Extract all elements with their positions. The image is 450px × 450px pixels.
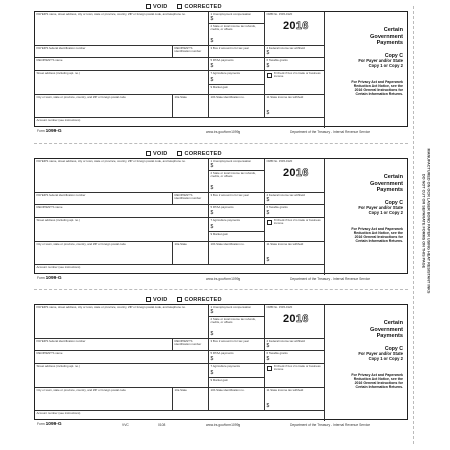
box1-label: 1 Unemployment compensation xyxy=(210,12,252,16)
city-field[interactable] xyxy=(35,95,173,118)
form-grid xyxy=(34,304,408,420)
dollar-sign: $ xyxy=(266,50,270,56)
recipient-tin-field[interactable] xyxy=(173,193,209,205)
tax-year xyxy=(283,20,309,32)
recipient-name-label: RECIPIENT'S name xyxy=(36,351,63,355)
void-checkbox[interactable] xyxy=(146,149,167,158)
street-address-field[interactable] xyxy=(35,71,209,95)
box10a-label: 10a State xyxy=(174,242,187,246)
footer-dept: Department of the Treasury - Internal Revenue Service xyxy=(290,277,371,281)
account-number-field[interactable] xyxy=(35,411,325,421)
year-cell xyxy=(265,159,325,193)
box1-field[interactable] xyxy=(209,159,265,171)
box5-label: 5 RTAA payments xyxy=(210,58,234,62)
title-line-3: Payments xyxy=(376,40,403,47)
recipient-tin-label: RECIPIENT'S identification number xyxy=(174,339,202,347)
box3-label: 3 Box 2 amount is for tax year xyxy=(210,339,249,343)
checkbox-square[interactable] xyxy=(177,151,182,156)
dollar-sign: $ xyxy=(210,370,214,376)
box10b-label: 10b State identification no. xyxy=(210,242,245,246)
box9-label: 9 Market gain xyxy=(210,232,229,236)
footer-form-prefix: Form xyxy=(37,422,45,426)
footer-url: www.irs.gov/form1099g xyxy=(206,277,241,281)
copy-description: For Payer and/or State Copy 1 or Copy 2 xyxy=(358,205,403,215)
payer-tin-label: PAYER'S federal identification number xyxy=(36,46,86,50)
title-line-2: Government xyxy=(370,33,403,40)
form-title-block xyxy=(325,305,409,421)
box6-label: 6 Taxable grants xyxy=(266,205,288,209)
box8-field[interactable] xyxy=(265,218,325,242)
payer-tin-label: PAYER'S federal identification number xyxy=(36,339,86,343)
box4-field[interactable] xyxy=(265,193,325,205)
footer-form-name xyxy=(37,422,62,427)
account-label: Account number (see instructions) xyxy=(36,118,81,122)
box6-field[interactable] xyxy=(265,205,325,218)
form-footer xyxy=(34,275,408,283)
payer-field[interactable] xyxy=(35,159,209,193)
box9-field[interactable] xyxy=(209,378,265,388)
form-copy xyxy=(34,293,408,432)
margin-note xyxy=(418,16,434,426)
title-line-1: Certain xyxy=(383,174,403,180)
dollar-sign: $ xyxy=(210,77,214,83)
corrected-checkbox[interactable] xyxy=(177,149,221,158)
account-number-field[interactable] xyxy=(35,265,325,275)
box3-label: 3 Box 2 amount is for tax year xyxy=(210,46,249,50)
footer-dept: Department of the Treasury - Internal Revenue Service xyxy=(290,423,371,427)
dollar-sign: $ xyxy=(210,331,214,337)
payer-field[interactable] xyxy=(35,12,209,46)
status-checkboxes xyxy=(146,2,222,11)
street-label: Street address (including apt. no.) xyxy=(36,364,80,368)
box1-label: 1 Unemployment compensation xyxy=(210,305,252,309)
tax-year-suffix: 16 xyxy=(295,313,309,325)
privacy-notice: For Privacy Act and Paperwork Reduction Act Notice, see the 2016 General Instructions for Certain Information Returns. xyxy=(351,80,403,97)
box9-field[interactable] xyxy=(209,85,265,95)
footer-code-right: 0108 xyxy=(158,423,166,427)
footer-dept: Department of the Treasury - Internal Revenue Service xyxy=(290,130,371,134)
tax-year-prefix: 20 xyxy=(283,313,296,325)
box5-label: 5 RTAA payments xyxy=(210,351,234,355)
copy-description: For Payer and/or State Copy 1 or Copy 2 xyxy=(358,351,403,361)
box8-label: 8 Check if box 2 is trade or business income xyxy=(274,71,321,79)
omb-number: OMB No. 1545-0120 xyxy=(266,12,293,16)
dollar-sign: $ xyxy=(210,38,214,44)
box10a-field[interactable] xyxy=(173,388,209,411)
checkbox-square[interactable] xyxy=(146,297,151,302)
box10b-label: 10b State identification no. xyxy=(210,95,245,99)
form-grid xyxy=(34,158,408,274)
corrected-checkbox[interactable] xyxy=(177,295,221,304)
form-footer xyxy=(34,128,408,136)
street-address-field[interactable] xyxy=(35,364,209,388)
box11-field[interactable] xyxy=(265,95,325,118)
title-line-2: Government xyxy=(370,180,403,187)
footer-url: www.irs.gov/form1099g xyxy=(206,130,241,134)
tax-year-suffix: 16 xyxy=(295,167,309,179)
copy-label: Copy C xyxy=(384,200,403,206)
tax-year-suffix: 16 xyxy=(295,20,309,32)
dollar-sign: $ xyxy=(210,309,214,315)
box3-field[interactable] xyxy=(209,339,265,351)
box2-label: 2 State or local income tax refunds, credits, or offsets xyxy=(210,24,256,32)
box11-label: 11 State income tax withheld xyxy=(266,95,304,99)
copy-description: For Payer and/or State Copy 1 or Copy 2 xyxy=(358,58,403,68)
void-label: VOID xyxy=(153,150,168,157)
account-number-field[interactable] xyxy=(35,118,325,128)
box7-field[interactable] xyxy=(209,218,265,232)
copy-label: Copy C xyxy=(384,346,403,352)
box8-checkbox[interactable] xyxy=(267,73,272,78)
box1-field[interactable] xyxy=(209,12,265,24)
checkbox-square[interactable] xyxy=(146,4,151,9)
box4-label: 4 Federal income tax withheld xyxy=(266,46,305,50)
box9-label: 9 Market gain xyxy=(210,85,229,89)
box4-label: 4 Federal income tax withheld xyxy=(266,339,305,343)
box3-field[interactable] xyxy=(209,46,265,58)
title-line-2: Government xyxy=(370,326,403,333)
dollar-sign: $ xyxy=(266,257,270,263)
void-checkbox[interactable] xyxy=(146,2,167,11)
dollar-sign: $ xyxy=(210,16,214,22)
box5-label: 5 RTAA payments xyxy=(210,205,234,209)
tax-year xyxy=(283,167,309,179)
payer-label: PAYER'S name, street address, city or town, state or province, country, ZIP or foreign postal code, and telephone no. xyxy=(36,12,186,16)
tear-line xyxy=(34,289,408,290)
footer-form-prefix: Form xyxy=(37,276,45,280)
box6-field[interactable] xyxy=(265,58,325,71)
payer-label: PAYER'S name, street address, city or town, state or province, country, ZIP or foreign postal code, and telephone no. xyxy=(36,159,186,163)
payer-tin-field[interactable] xyxy=(35,339,173,351)
dollar-sign: $ xyxy=(210,356,214,362)
checkbox-square[interactable] xyxy=(177,297,182,302)
box11-label: 11 State income tax withheld xyxy=(266,242,304,246)
tax-year-prefix: 20 xyxy=(283,20,296,32)
form-footer xyxy=(34,421,408,429)
tax-year-prefix: 20 xyxy=(283,167,296,179)
payer-field[interactable] xyxy=(35,305,209,339)
form-title-block xyxy=(325,12,409,128)
footer-form-number: 1099-G xyxy=(45,276,62,281)
box2-field[interactable] xyxy=(209,317,265,339)
omb-number: OMB No. 1545-0120 xyxy=(266,159,293,163)
status-checkboxes xyxy=(146,149,222,158)
box11-field[interactable] xyxy=(265,388,325,411)
void-label: VOID xyxy=(153,3,168,10)
city-field[interactable] xyxy=(35,388,173,411)
city-label: City or town, state or province, country, and ZIP or foreign postal code xyxy=(36,242,126,246)
year-cell xyxy=(265,305,325,339)
perforation-line xyxy=(413,6,414,444)
box8-checkbox[interactable] xyxy=(267,366,272,371)
city-label: City or town, state or province, country, and ZIP or foreign postal code xyxy=(36,388,126,392)
box3-field[interactable] xyxy=(209,193,265,205)
footer-form-prefix: Form xyxy=(37,129,45,133)
corrected-checkbox[interactable] xyxy=(177,2,221,11)
dollar-sign: $ xyxy=(266,197,270,203)
box10b-label: 10b State identification no. xyxy=(210,388,245,392)
box9-label: 9 Market gain xyxy=(210,378,229,382)
recipient-tin-label: RECIPIENT'S identification number xyxy=(174,46,202,54)
box6-label: 6 Taxable grants xyxy=(266,58,288,62)
form-copy xyxy=(34,0,408,139)
title-line-3: Payments xyxy=(376,333,403,340)
recipient-tin-field[interactable] xyxy=(173,339,209,351)
box8-label: 8 Check if box 2 is trade or business income xyxy=(274,218,321,226)
omb-number: OMB No. 1545-0120 xyxy=(266,305,293,309)
dollar-sign: $ xyxy=(210,210,214,216)
form-title-block xyxy=(325,159,409,275)
form-grid xyxy=(34,11,408,127)
box4-field[interactable] xyxy=(265,46,325,58)
copy-label: Copy C xyxy=(384,53,403,59)
box8-label: 8 Check if box 2 is trade or business income xyxy=(274,364,321,372)
box7-field[interactable] xyxy=(209,364,265,378)
privacy-notice: For Privacy Act and Paperwork Reduction Act Notice, see the 2016 General Instructions for Certain Information Returns. xyxy=(351,373,403,390)
box10b-field[interactable] xyxy=(209,388,265,411)
footer-form-number: 1099-G xyxy=(45,422,62,427)
margin-note-line-2: DO NOT CUT OR SEPARATE FORMS ON THIS PAGE xyxy=(422,173,426,269)
checkbox-square[interactable] xyxy=(146,151,151,156)
box11-label: 11 State income tax withheld xyxy=(266,388,304,392)
box7-field[interactable] xyxy=(209,71,265,85)
recipient-name-label: RECIPIENT'S name xyxy=(36,58,63,62)
footer-form-name xyxy=(37,129,62,134)
box10b-field[interactable] xyxy=(209,95,265,118)
form-title xyxy=(345,27,403,47)
box10a-label: 10a State xyxy=(174,388,187,392)
account-label: Account number (see instructions) xyxy=(36,411,81,415)
box4-label: 4 Federal income tax withheld xyxy=(266,193,305,197)
dollar-sign: $ xyxy=(210,185,214,191)
box7-label: 7 Agriculture payments xyxy=(210,364,240,368)
account-label: Account number (see instructions) xyxy=(36,265,81,269)
form-title xyxy=(345,320,403,340)
dollar-sign: $ xyxy=(266,63,270,69)
corrected-label: CORRECTED xyxy=(184,150,222,157)
box5-field[interactable] xyxy=(209,351,265,364)
city-field[interactable] xyxy=(35,242,173,265)
dollar-sign: $ xyxy=(266,210,270,216)
recipient-tin-label: RECIPIENT'S identification number xyxy=(174,193,202,201)
footer-form-number: 1099-G xyxy=(45,129,62,134)
dollar-sign: $ xyxy=(210,163,214,169)
box10a-field[interactable] xyxy=(173,242,209,265)
box7-label: 7 Agriculture payments xyxy=(210,218,240,222)
dollar-sign: $ xyxy=(266,343,270,349)
box10b-field[interactable] xyxy=(209,242,265,265)
payer-tin-label: PAYER'S federal identification number xyxy=(36,193,86,197)
footer-form-name xyxy=(37,276,62,281)
recipient-name-field[interactable] xyxy=(35,351,209,364)
box9-field[interactable] xyxy=(209,232,265,242)
year-cell xyxy=(265,12,325,46)
box1-field[interactable] xyxy=(209,305,265,317)
payer-tin-field[interactable] xyxy=(35,193,173,205)
box2-field[interactable] xyxy=(209,171,265,193)
box6-label: 6 Taxable grants xyxy=(266,351,288,355)
recipient-name-field[interactable] xyxy=(35,205,209,218)
dollar-sign: $ xyxy=(210,63,214,69)
box8-field[interactable] xyxy=(265,364,325,388)
margin-note-line-1: MANUFACTURED ON OCR LASER BOND PAPER USING HEAT RESISTANT INKS xyxy=(426,148,431,294)
dollar-sign: $ xyxy=(266,110,270,116)
recipient-tin-field[interactable] xyxy=(173,46,209,58)
dollar-sign: $ xyxy=(210,224,214,230)
corrected-label: CORRECTED xyxy=(184,296,222,303)
box2-label: 2 State or local income tax refunds, credits, or offsets xyxy=(210,171,256,179)
city-label: City or town, state or province, country, and ZIP or foreign postal code xyxy=(36,95,126,99)
box11-field[interactable] xyxy=(265,242,325,265)
corrected-label: CORRECTED xyxy=(184,3,222,10)
tear-line xyxy=(34,143,408,144)
box10a-label: 10a State xyxy=(174,95,187,99)
box10a-field[interactable] xyxy=(173,95,209,118)
void-checkbox[interactable] xyxy=(146,295,167,304)
box8-checkbox[interactable] xyxy=(267,220,272,225)
void-label: VOID xyxy=(153,296,168,303)
box7-label: 7 Agriculture payments xyxy=(210,71,240,75)
recipient-name-field[interactable] xyxy=(35,58,209,71)
street-address-field[interactable] xyxy=(35,218,209,242)
box6-field[interactable] xyxy=(265,351,325,364)
title-line-1: Certain xyxy=(383,320,403,326)
recipient-name-label: RECIPIENT'S name xyxy=(36,205,63,209)
form-copy xyxy=(34,147,408,286)
box3-label: 3 Box 2 amount is for tax year xyxy=(210,193,249,197)
footer-code-left: VVC xyxy=(122,423,129,427)
privacy-notice: For Privacy Act and Paperwork Reduction Act Notice, see the 2016 General Instructions for Certain Information Returns. xyxy=(351,227,403,244)
box5-field[interactable] xyxy=(209,205,265,218)
title-line-3: Payments xyxy=(376,187,403,194)
status-checkboxes xyxy=(146,295,222,304)
form-title xyxy=(345,174,403,194)
box2-field[interactable] xyxy=(209,24,265,46)
payer-label: PAYER'S name, street address, city or town, state or province, country, ZIP or foreign postal code, and telephone no. xyxy=(36,305,186,309)
footer-url: www.irs.gov/form1099g xyxy=(206,423,241,427)
street-label: Street address (including apt. no.) xyxy=(36,71,80,75)
street-label: Street address (including apt. no.) xyxy=(36,218,80,222)
box1-label: 1 Unemployment compensation xyxy=(210,159,252,163)
checkbox-square[interactable] xyxy=(177,4,182,9)
dollar-sign: $ xyxy=(266,356,270,362)
box8-field[interactable] xyxy=(265,71,325,95)
box5-field[interactable] xyxy=(209,58,265,71)
title-line-1: Certain xyxy=(383,27,403,33)
box2-label: 2 State or local income tax refunds, credits, or offsets xyxy=(210,317,256,325)
tax-year xyxy=(283,313,309,325)
dollar-sign: $ xyxy=(266,403,270,409)
payer-tin-field[interactable] xyxy=(35,46,173,58)
box4-field[interactable] xyxy=(265,339,325,351)
